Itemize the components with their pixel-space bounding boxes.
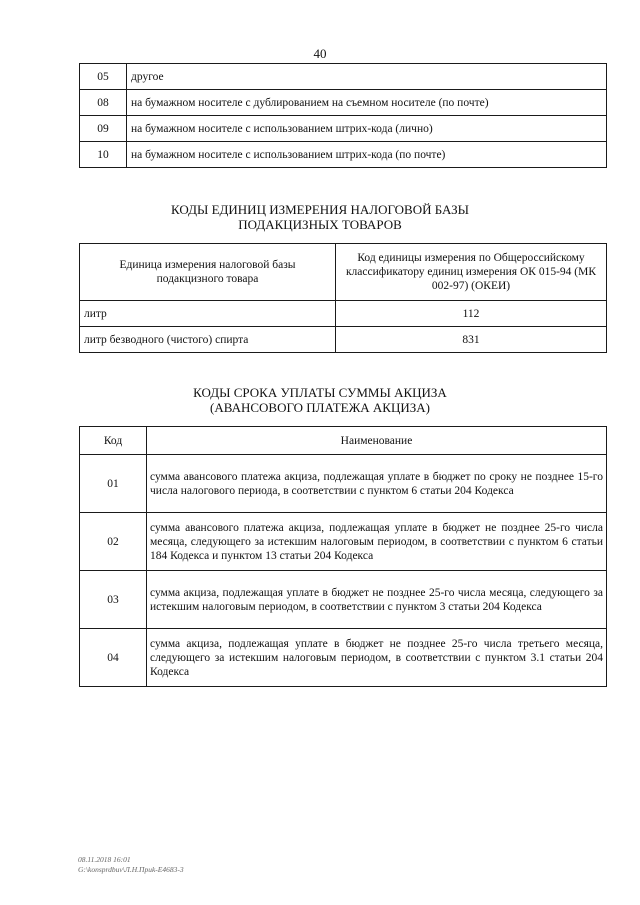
heading-line: (АВАНСОВОГО ПЛАТЕЖА АКЦИЗА) [210, 400, 430, 415]
table-row [80, 301, 607, 327]
submission-method-table [79, 63, 607, 168]
heading-line: КОДЫ СРОКА УПЛАТЫ СУММЫ АКЦИЗА [193, 385, 447, 400]
row-text: сумма авансового платежа акциза, подлежащая уплате в бюджет по сроку не позднее 15-го числа налогового периода, в соответствии с пунктом 6 статьи 204 Кодекса [147, 455, 607, 513]
table-row [80, 90, 607, 116]
table-row [80, 455, 607, 513]
table-row [80, 116, 607, 142]
row-code: 05 [80, 64, 127, 90]
table-row [80, 629, 607, 687]
row-code: 04 [80, 629, 147, 687]
header-code: Код [80, 427, 147, 455]
header-name: Наименование [147, 427, 607, 455]
table-row [80, 513, 607, 571]
header-okei-code: Код единицы измерения по Общероссийскому классификатору единиц измерения ОК 015-94 (МК 002-97) (ОКЕИ) [336, 244, 607, 301]
payment-terms-table [79, 426, 607, 687]
unit-code: 112 [336, 301, 607, 327]
row-code: 10 [80, 142, 127, 168]
row-text: на бумажном носителе с использованием штрих-кода (лично) [127, 116, 607, 142]
heading-line: ПОДАКЦИЗНЫХ ТОВАРОВ [238, 217, 402, 232]
units-table [79, 243, 607, 353]
footer-date: 08.11.2018 16:01 [78, 855, 131, 864]
unit-name: литр безводного (чистого) спирта [80, 327, 336, 353]
row-text: другое [127, 64, 607, 90]
table-row [80, 327, 607, 353]
unit-code: 831 [336, 327, 607, 353]
row-text: на бумажном носителе с дублированием на съемном носителе (по почте) [127, 90, 607, 116]
table-row [80, 64, 607, 90]
row-text: сумма акциза, подлежащая уплате в бюджет не позднее 25-го числа третьего месяца, следующего за истекшим налоговым периодом, в соответствии с пунктом 3.1 статьи 204 Кодекса [147, 629, 607, 687]
page-number: 40 [313, 46, 327, 61]
section-heading-units [0, 202, 640, 232]
table-row [80, 571, 607, 629]
row-text: сумма авансового платежа акциза, подлежащая уплате в бюджет не позднее 25-го числа месяца, следующего за истекшим налоговым периодом, в соответствии с пунктом 6 статьи 184 Кодекса и пунктом 13 статьи 204 Кодекса [147, 513, 607, 571]
section-heading-payment-terms [0, 385, 640, 415]
row-code: 08 [80, 90, 127, 116]
header-unit: Единица измерения налоговой базы подакцизного товара [80, 244, 336, 301]
unit-name: литр [80, 301, 336, 327]
table-header-row [80, 244, 607, 301]
heading-line: КОДЫ ЕДИНИЦ ИЗМЕРЕНИЯ НАЛОГОВОЙ БАЗЫ [171, 202, 469, 217]
row-text: сумма акциза, подлежащая уплате в бюджет не позднее 25-го числа месяца, следующего за истекшим налоговым периодом, в соответствии с пунктом 3 статьи 204 Кодекса [147, 571, 607, 629]
row-code: 03 [80, 571, 147, 629]
footer-stamp [78, 855, 184, 875]
row-code: 09 [80, 116, 127, 142]
row-code: 02 [80, 513, 147, 571]
table-row [80, 142, 607, 168]
row-code: 01 [80, 455, 147, 513]
footer-file-path: G:\konsprdbuv\Л.Н.Приk-Е4683-3 [78, 865, 184, 874]
table-header-row [80, 427, 607, 455]
row-text: на бумажном носителе с использованием штрих-кода (по почте) [127, 142, 607, 168]
